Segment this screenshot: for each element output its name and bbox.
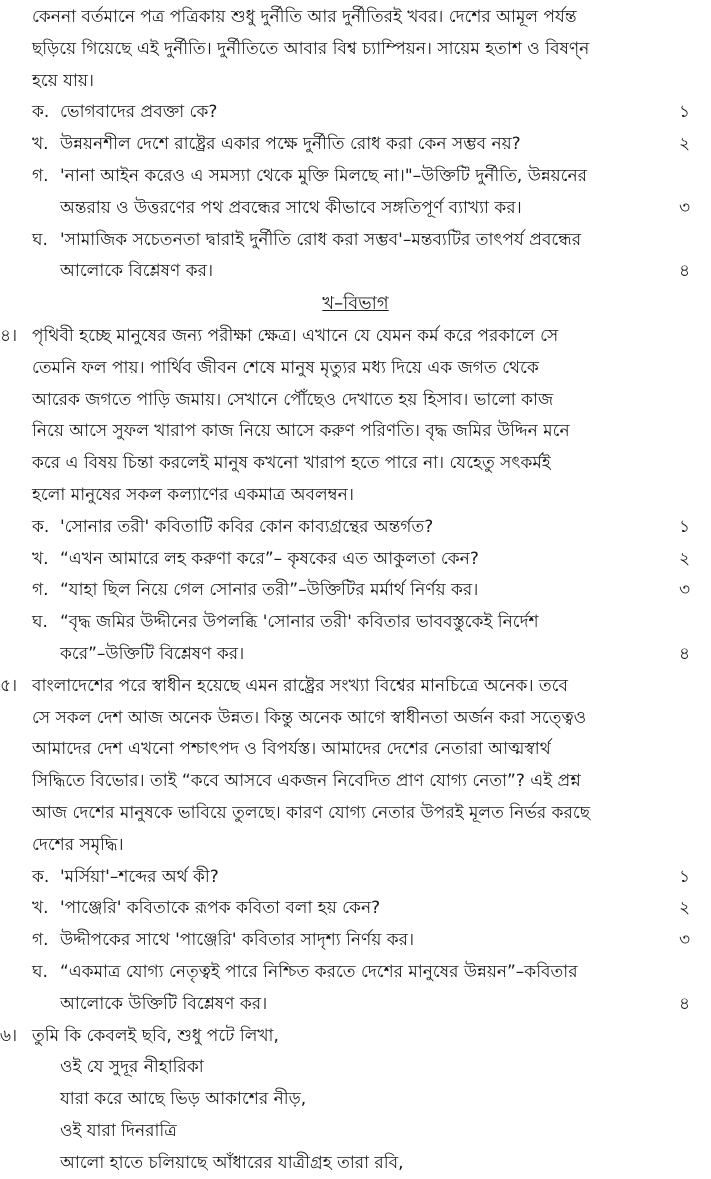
- sub-question: [0, 225, 711, 257]
- paragraph-line: আমাদের দেশ এখনো পশ্চাৎপদ ও বিপর্যস্ত। আমাদের দেশের নেতারা আত্মস্বার্থ: [0, 734, 711, 766]
- intro-line: কেননা বর্তমানে পত্র পত্রিকায় শুধু দুর্নীতি আর দুর্নীতিরই খবর। দেশের আমূল পর্যন্ত: [0, 2, 711, 34]
- question-text: “যাহা ছিল নিয়ে গেল সোনার তরী”–উক্তিটির মর্মার্থ নির্ণয় কর।: [60, 575, 650, 607]
- intro-questions: [0, 97, 711, 288]
- sub-question: [0, 129, 711, 161]
- question-label: গ.: [32, 925, 60, 957]
- question-text: “বৃদ্ধ জমির উদ্দীনের উপলব্ধি 'সোনার তরী' কবিতার ভাববস্তুকেই নির্দেশ: [60, 607, 650, 639]
- question-text: 'সোনার তরী' কবিতাটি কবির কোন কাব্যগ্রন্থের অন্তর্গত?: [60, 512, 650, 544]
- question-label: ঘ.: [32, 225, 60, 257]
- question-text: আলোকে উক্তিটি বিশ্লেষণ কর।: [60, 989, 650, 1021]
- sub-question: [0, 862, 711, 894]
- question-text: উন্নয়নশীল দেশে রাষ্ট্রের একার পক্ষে দুর্নীতি রোধ করা কেন সম্ভব নয়?: [60, 129, 650, 161]
- paragraph-line: আলো হাতে চলিয়াছে আঁধারের যাত্রীগ্রহ তারা রবি,: [0, 1148, 711, 1179]
- question-text: 'মর্সিয়া'–শব্দের অর্থ কী?: [60, 862, 650, 894]
- paragraph-line: সে সকল দেশ আজ অনেক উন্নত। কিন্তু অনেক আগে স্বাধীনতা অর্জন করা সত্ত্বেও: [0, 703, 711, 735]
- paragraph-line: ওই যে সুদূর নীহারিকা: [0, 1052, 711, 1084]
- paragraph-line: ওই যারা দিনরাত্রি: [0, 1116, 711, 1148]
- paragraph-line: [0, 1021, 711, 1053]
- paragraph-text: পৃথিবী হচ্ছে মানুষের জন্য পরীক্ষা ক্ষেত্র। এখানে যে যেমন কর্ম করে পরকালে সে: [32, 326, 558, 346]
- question-marks: ২: [650, 893, 690, 925]
- paragraph-line: দেশের সমৃদ্ধি।: [0, 830, 711, 862]
- paragraph-line: সিদ্ধিতে বিভোর। তাই “কবে আসবে একজন নিবেদিত প্রাণ যোগ্য নেতা”? এই প্রশ্ন: [0, 766, 711, 798]
- question-number: ৫।: [0, 671, 17, 703]
- question-label: গ.: [32, 575, 60, 607]
- paragraph-line: [0, 321, 711, 353]
- question-4: [0, 321, 711, 671]
- question-label: ক.: [32, 862, 60, 894]
- question-label: ঘ.: [32, 957, 60, 989]
- question-text: আলোকে বিশ্লেষণ কর।: [60, 256, 650, 288]
- question-marks: ৪: [650, 256, 690, 288]
- paragraph-text: তুমি কি কেবলই ছবি, শুধু পটে লিখা,: [32, 1026, 279, 1046]
- sub-question: [0, 925, 711, 957]
- paragraph-text: বাংলাদেশের পরে স্বাধীন হয়েছে এমন রাষ্ট্রের সংখ্যা বিশ্বের মানচিত্রে অনেক। তবে: [32, 676, 568, 696]
- question-text: অন্তরায় ও উত্তরণের পথ প্রবন্ধের সাথে কীভাবে সঙ্গতিপূর্ণ ব্যাখ্যা কর।: [60, 193, 650, 225]
- question-label: খ.: [32, 544, 60, 576]
- sub-question: [0, 957, 711, 989]
- question-number: ৬।: [0, 1021, 17, 1053]
- sub-question-continuation: [0, 639, 711, 671]
- sub-question: [0, 512, 711, 544]
- sub-question: [0, 161, 711, 193]
- question-marks: ৩: [650, 925, 690, 957]
- paragraph-line: আজ দেশের মানুষকে ভাবিয়ে তুলছে। কারণ যোগ্য নেতার উপরই মূলত নির্ভর করছে: [0, 798, 711, 830]
- question-text: 'নানা আইন করেও এ সমস্যা থেকে মুক্তি মিলছে না।"–উক্তিটি দুর্নীতি, উন্নয়নের: [60, 161, 650, 193]
- question-marks: ১: [650, 862, 690, 894]
- question-text: উদ্দীপকের সাথে 'পাঞ্জেরি' কবিতার সাদৃশ্য নির্ণয় কর।: [60, 925, 650, 957]
- sub-question: [0, 97, 711, 129]
- question-marks: ৪: [650, 989, 690, 1021]
- section-heading: [0, 288, 711, 321]
- question-label: ক.: [32, 97, 60, 129]
- question-number: ৪।: [0, 321, 17, 353]
- sub-question: [0, 544, 711, 576]
- question-text: 'পাঞ্জেরি' কবিতাকে রূপক কবিতা বলা হয় কেন?: [60, 893, 650, 925]
- sub-question: [0, 893, 711, 925]
- question-text: “একমাত্র যোগ্য নেতৃত্বই পারে নিশ্চিত করতে দেশের মানুষের উন্নয়ন”–কবিতার: [60, 957, 650, 989]
- question-6: [0, 1021, 711, 1179]
- question-marks: ২: [650, 544, 690, 576]
- paragraph-line: তেমনি ফল পায়। পার্থিব জীবন শেষে মানুষ মৃত্যুর মধ্য দিয়ে এক জগত থেকে: [0, 353, 711, 385]
- paragraph-line: নিয়ে আসে সুফল খারাপ কাজ নিয়ে আসে করুণ পরিণতি। বৃদ্ধ জমির উদ্দিন মনে: [0, 416, 711, 448]
- question-marks: ১: [650, 97, 690, 129]
- paragraph-line: করে এ বিষয় চিন্তা করলেই মানুষ কখনো খারাপ হতে পারে না। যেহেতু সৎকর্মই: [0, 448, 711, 480]
- question-label: খ.: [32, 893, 60, 925]
- question-marks: ৪: [650, 639, 690, 671]
- question-text: ভোগবাদের প্রবক্তা কে?: [60, 97, 650, 129]
- question-label: ক.: [32, 512, 60, 544]
- sub-question: [0, 575, 711, 607]
- question-text: “এখন আমারে লহ করুণা করে”– কৃষকের এত আকুলতা কেন?: [60, 544, 650, 576]
- sub-question-continuation: [0, 256, 711, 288]
- question-marks: ২: [650, 129, 690, 161]
- sub-question-continuation: [0, 989, 711, 1021]
- section-heading-text: খ–বিভাগ: [322, 293, 388, 314]
- question-marks: ৩: [650, 575, 690, 607]
- question-label: ঘ.: [32, 607, 60, 639]
- question-label: গ.: [32, 161, 60, 193]
- paragraph-line: যারা করে আছে ভিড় আকাশের নীড়,: [0, 1084, 711, 1116]
- question-text: 'সামাজিক সচেতনতা দ্বারাই দুর্নীতি রোধ করা সম্ভব'–মন্তব্যটির তাৎপর্য প্রবন্ধের: [60, 225, 650, 257]
- question-marks: ১: [650, 512, 690, 544]
- paragraph-line: [0, 671, 711, 703]
- sub-question: [0, 607, 711, 639]
- question-marks: ৩: [650, 193, 690, 225]
- paragraph-line: হলো মানুষের সকল কল্যাণের একমাত্র অবলম্বন।: [0, 480, 711, 512]
- sub-question-continuation: [0, 193, 711, 225]
- paragraph-line: আরেক জগতে পাড়ি জমায়। সেখানে পৌঁছেও দেখাতে হয় হিসাব। ভালো কাজ: [0, 385, 711, 417]
- question-text: করে”–উক্তিটি বিশ্লেষণ কর।: [60, 639, 650, 671]
- intro-line: ছড়িয়ে গিয়েছে এই দুর্নীতি। দুর্নীতিতে আবার বিশ্ব চ্যাম্পিয়ন। সায়েম হতাশ ও বিষণ্ন: [0, 34, 711, 66]
- intro-line: হয়ে যায়।: [0, 66, 711, 98]
- question-label: খ.: [32, 129, 60, 161]
- question-5: [0, 671, 711, 1021]
